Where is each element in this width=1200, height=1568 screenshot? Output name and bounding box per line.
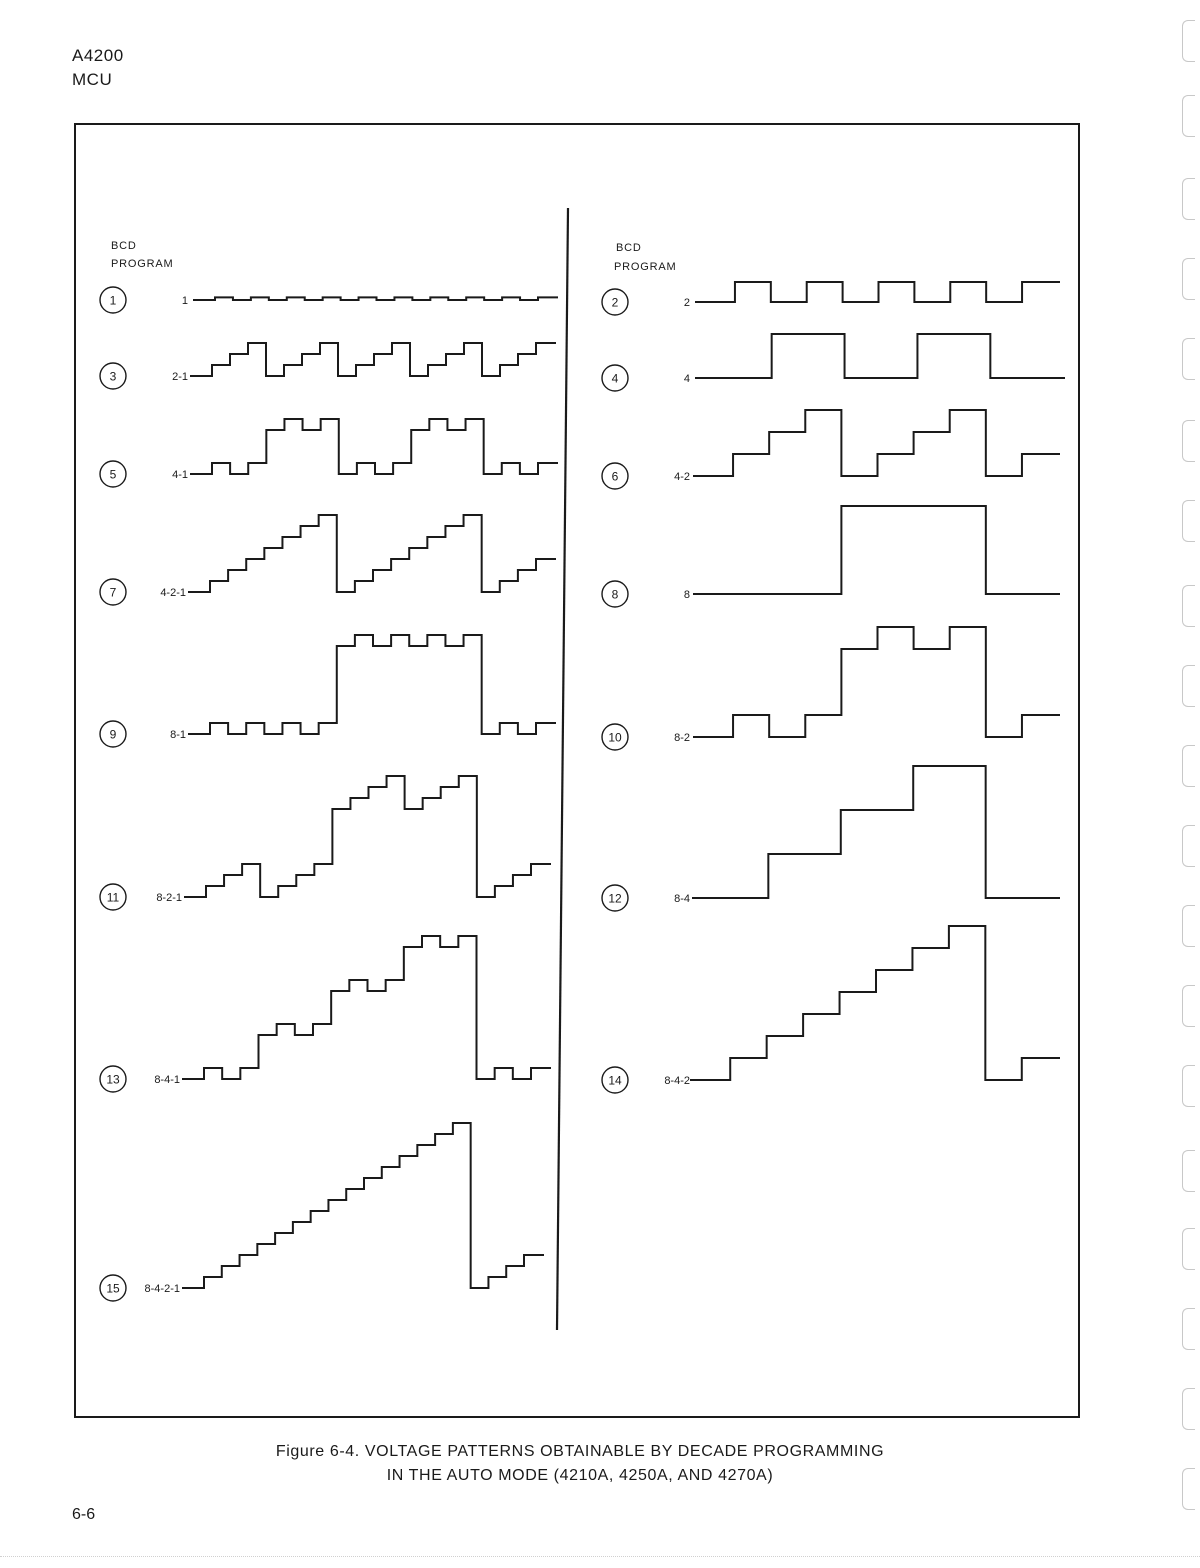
voltage-waveform	[182, 1123, 544, 1288]
page-number: 6-6	[72, 1506, 96, 1523]
pattern-number: 10	[608, 730, 622, 745]
voltage-waveform	[693, 506, 1060, 594]
voltage-waveform	[182, 936, 551, 1079]
pattern-13	[100, 936, 551, 1092]
pattern-program-label: 8-2-1	[156, 892, 182, 904]
voltage-waveform	[190, 343, 556, 376]
pattern-14	[602, 926, 1060, 1093]
scan-edge-mark	[1182, 500, 1195, 542]
pattern-number: 7	[109, 585, 117, 600]
pattern-program-label: 2	[683, 297, 690, 309]
scan-edge-mark	[1182, 258, 1195, 300]
pattern-1	[100, 287, 558, 313]
pattern-12	[602, 766, 1060, 911]
pattern-program-label: 1	[181, 295, 188, 307]
left-heading-bcd: BCD	[111, 240, 137, 252]
left-heading-program: PROGRAM	[111, 258, 174, 270]
scan-edge-mark	[1182, 20, 1195, 62]
pattern-10	[602, 627, 1060, 750]
voltage-waveform	[190, 419, 558, 474]
scan-edge-mark	[1182, 1308, 1195, 1350]
pattern-number: 3	[109, 369, 117, 384]
pattern-program-label: 4	[683, 373, 690, 385]
pattern-8	[602, 506, 1060, 607]
pattern-number: 2	[611, 295, 619, 310]
scan-edge-mark	[1182, 665, 1195, 707]
scan-edge-mark	[1182, 420, 1195, 462]
scan-bottom-rule	[0, 1556, 1200, 1557]
pattern-program-label: 8-2	[674, 732, 690, 744]
pattern-number: 5	[109, 467, 117, 482]
pattern-program-label: 8	[683, 589, 690, 601]
voltage-waveform	[695, 334, 1065, 378]
scan-edge-mark	[1182, 1065, 1195, 1107]
voltage-waveform	[693, 410, 1060, 476]
scan-edge-mark	[1182, 338, 1195, 380]
pattern-number: 13	[106, 1072, 120, 1087]
pattern-number: 6	[611, 469, 619, 484]
pattern-number: 4	[611, 371, 619, 386]
pattern-9	[100, 635, 556, 747]
pattern-program-label: 8-1	[170, 729, 186, 741]
pattern-number: 14	[608, 1073, 622, 1088]
scan-edge-mark	[1182, 905, 1195, 947]
voltage-waveform	[184, 776, 551, 897]
scan-edge-mark	[1182, 1388, 1195, 1430]
voltage-waveform	[188, 635, 556, 734]
scan-edge-mark	[1182, 825, 1195, 867]
voltage-waveform	[693, 627, 1060, 737]
scan-edge-mark	[1182, 95, 1195, 137]
right-heading-bcd: BCD	[616, 242, 642, 254]
pattern-6	[602, 410, 1060, 489]
pattern-program-label: 4-1	[172, 469, 188, 481]
voltage-waveform	[193, 297, 558, 300]
right-heading-program: PROGRAM	[614, 261, 677, 273]
scan-edge-mark	[1182, 1150, 1195, 1192]
pattern-2	[602, 282, 1060, 315]
document-subtitle: MCU	[72, 70, 113, 89]
pattern-program-label: 2-1	[172, 371, 188, 383]
scan-edge-mark	[1182, 985, 1195, 1027]
voltage-waveform	[188, 515, 556, 592]
scan-edge-mark	[1182, 1228, 1195, 1270]
pattern-program-label: 4-2-1	[160, 587, 186, 599]
scan-edge-mark	[1182, 1468, 1195, 1510]
pattern-5	[100, 419, 558, 487]
scan-edge-mark	[1182, 178, 1195, 220]
pattern-4	[602, 334, 1065, 391]
pattern-program-label: 8-4-2	[664, 1075, 690, 1087]
pattern-number: 11	[106, 890, 120, 905]
pattern-program-label: 8-4-2-1	[144, 1283, 180, 1295]
document-id: A4200	[72, 46, 124, 65]
pattern-11	[100, 776, 551, 910]
pattern-7	[100, 515, 556, 605]
pattern-3	[100, 343, 556, 389]
voltage-waveform	[692, 766, 1060, 898]
scan-edge-mark	[1182, 585, 1195, 627]
pattern-number: 1	[109, 293, 117, 308]
scan-edge-marks	[1174, 0, 1200, 1540]
voltage-waveform	[690, 926, 1060, 1080]
pattern-number: 8	[611, 587, 619, 602]
pattern-program-label: 8-4	[674, 893, 690, 905]
pattern-program-label: 8-4-1	[154, 1074, 180, 1086]
pattern-number: 15	[106, 1281, 120, 1296]
pattern-15	[100, 1123, 544, 1301]
figure-caption-line-1: Figure 6-4. VOLTAGE PATTERNS OBTAINABLE BY DECADE PROGRAMMING	[275, 1443, 885, 1460]
scan-edge-mark	[1182, 745, 1195, 787]
patterns-layer	[100, 282, 1065, 1301]
voltage-waveform	[695, 282, 1060, 302]
pattern-number: 12	[608, 891, 622, 906]
column-divider	[557, 208, 568, 1330]
pattern-number: 9	[109, 727, 117, 742]
pattern-program-label: 4-2	[674, 471, 690, 483]
figure-caption-line-2: IN THE AUTO MODE (4210A, 4250A, AND 4270A)	[386, 1467, 774, 1484]
